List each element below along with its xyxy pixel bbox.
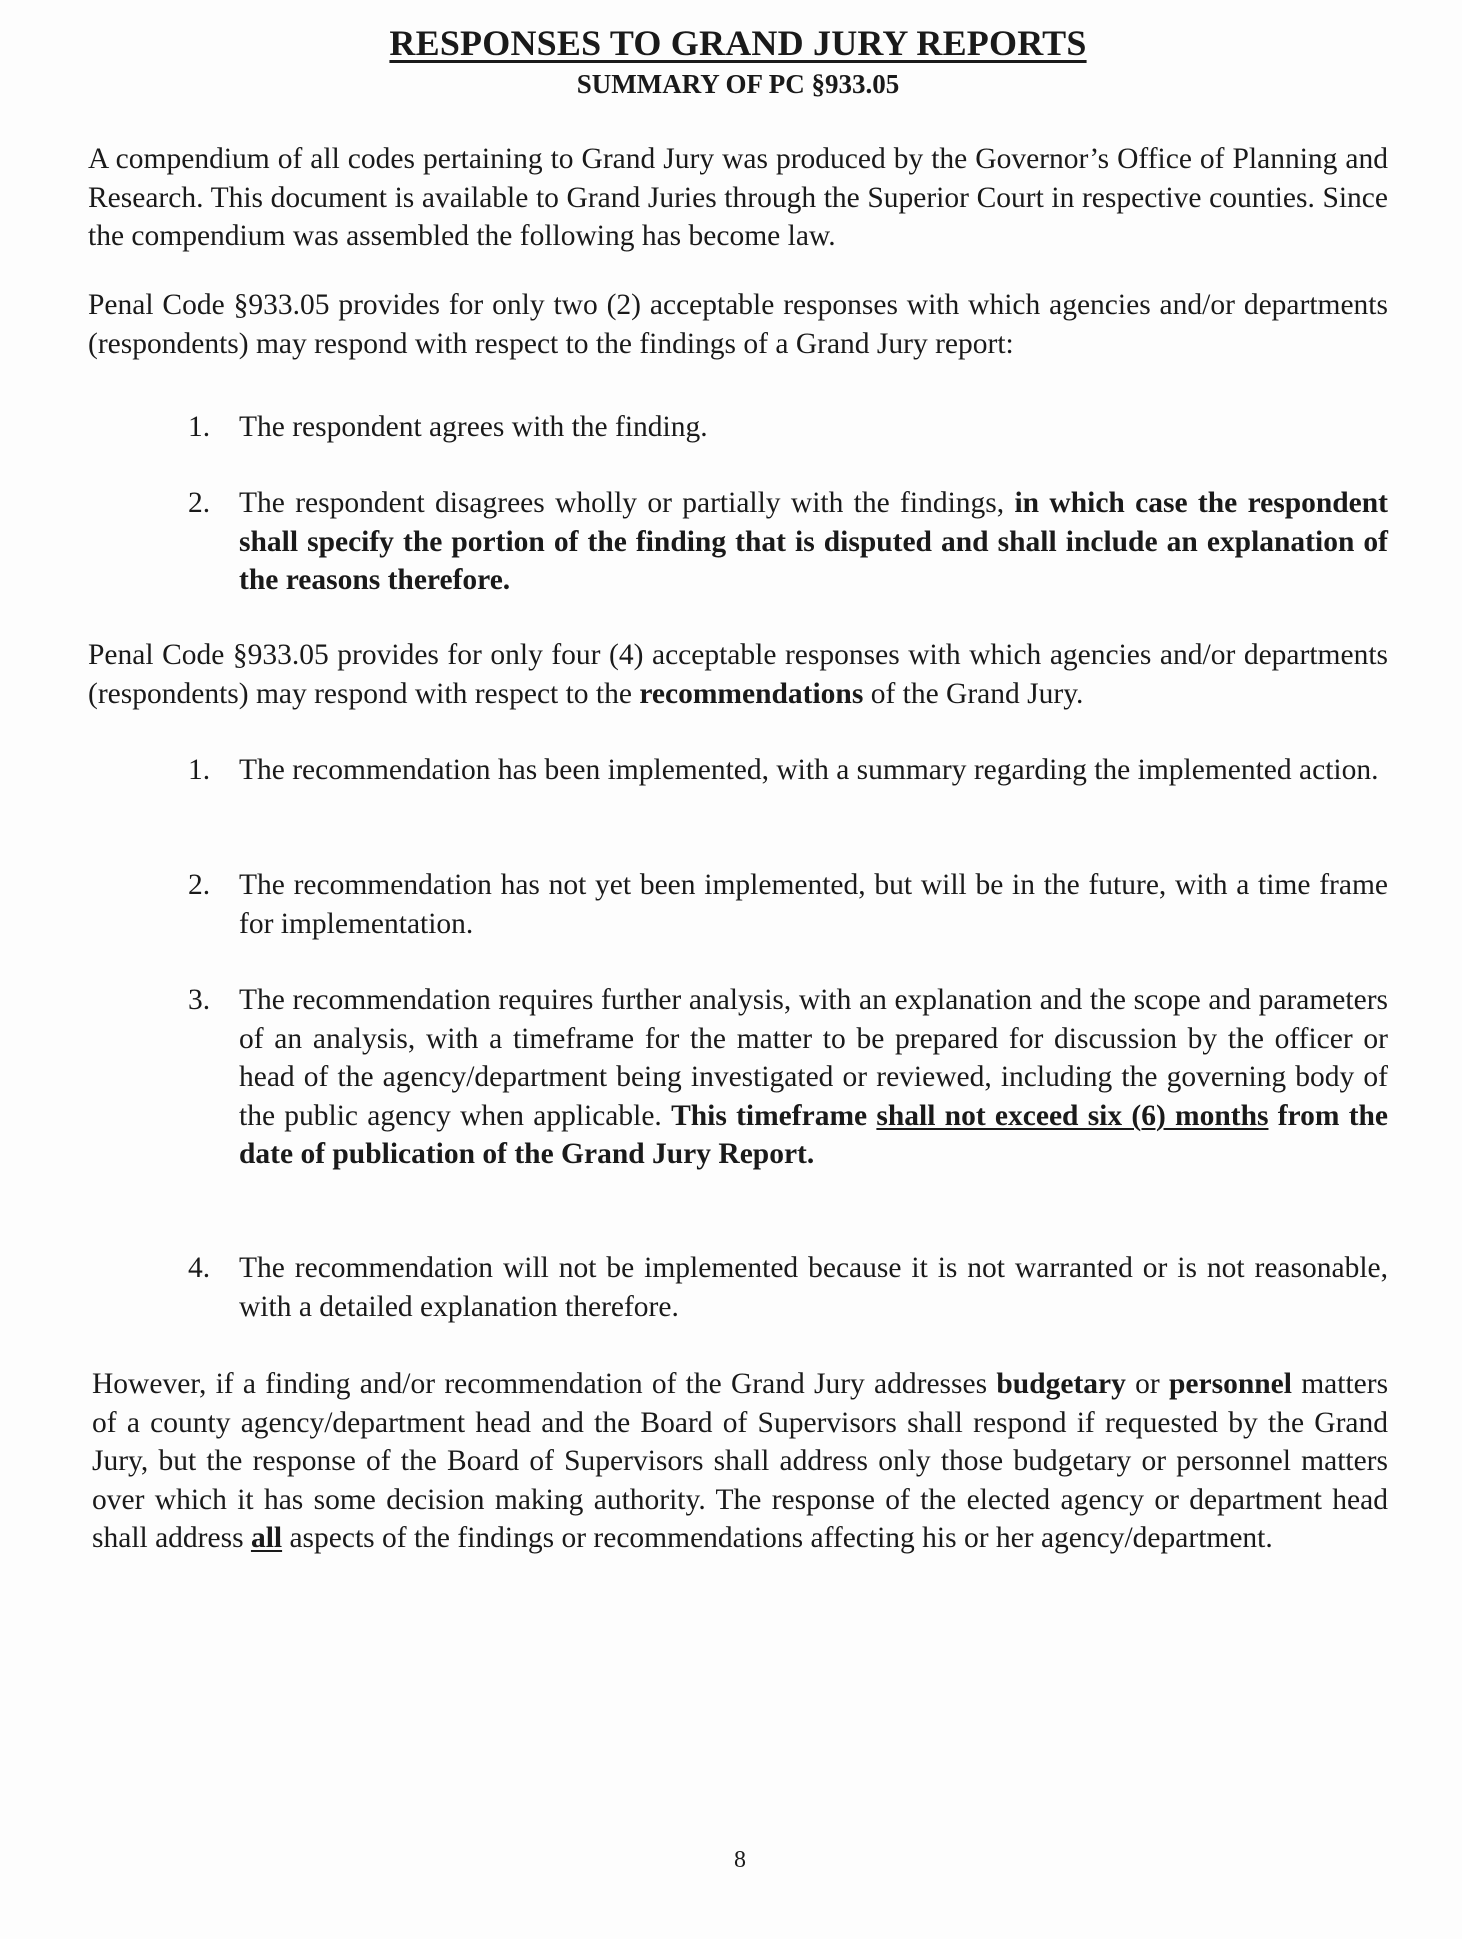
- closing-text-2: or: [1135, 1368, 1160, 1400]
- recommendation-item-text: The recommendation will not be implemented because it is not warranted or is not reasonable, with a detailed explanation therefore.: [239, 1252, 1388, 1323]
- page-subtitle: SUMMARY OF PC §933.05: [576, 69, 900, 99]
- page-title: RESPONSES TO GRAND JURY REPORTS: [389, 23, 1087, 63]
- recommendation-item-2: [188, 866, 1388, 943]
- closing-bold-budgetary: budgetary: [996, 1368, 1126, 1400]
- recommendation-item-1: [188, 751, 1388, 790]
- recommendation-item-3: [188, 981, 1388, 1174]
- recommendation-item-4: [188, 1249, 1388, 1326]
- recommendations-lead-paragraph: [88, 636, 1388, 713]
- closing-text-3: matters of a county agency/department head and the Board of Supervisors shall respond if requested by the Grand Jury, but the response of the Board of Supervisors shall address only those budgetary or personnel matters over which it has some decision making authority. The response of the elected agency or department head shall address: [92, 1368, 1389, 1554]
- recommendation-item-number: 3.: [188, 984, 211, 1016]
- finding-item-1: [188, 408, 1388, 447]
- finding-item-number: 2.: [188, 487, 211, 519]
- recommendation-item-number: 2.: [188, 869, 211, 901]
- finding-item-2: [188, 484, 1388, 600]
- findings-lead-paragraph: [88, 286, 1388, 363]
- findings-lead-text: Penal Code §933.05 provides for only two (2) acceptable responses with which agencies and/or departments (respondents) may respond with respect to the findings of a Grand Jury report:: [88, 289, 1388, 360]
- finding-item-number: 1.: [188, 411, 211, 443]
- recommendations-lead-text: Penal Code §933.05 provides for only four (4) acceptable responses with which agencies and/or departments (respondents) may respond with respect to the: [88, 639, 1388, 710]
- recommendation-item-bold-after-text: from the date of publication of the Grand Jury Report.: [239, 1099, 1389, 1170]
- closing-bold-underlined-all: all: [250, 1522, 283, 1554]
- closing-bold-personnel: personnel: [1169, 1368, 1292, 1400]
- page-number: 8: [734, 1847, 746, 1873]
- recommendation-item-bold-underlined-text: shall not exceed six (6) months: [876, 1099, 1269, 1132]
- recommendation-item-body: [239, 981, 1388, 1174]
- recommendations-lead-bold: recommendations: [639, 677, 864, 710]
- recommendation-item-number: 1.: [188, 754, 211, 786]
- intro-text: A compendium of all codes pertaining to Grand Jury was produced by the Governor’s Office of Planning and Research. This document is available to Grand Juries through the Superior Court in respective counties. Since the compendium was assembled the following has become law.: [88, 143, 1388, 252]
- finding-item-body: [239, 484, 1388, 600]
- closing-paragraph: [92, 1365, 1388, 1558]
- finding-item-text: The respondent disagrees wholly or partially with the findings,: [239, 487, 1005, 519]
- recommendation-item-bold-text: This timeframe: [671, 1099, 868, 1132]
- recommendations-lead-after: of the Grand Jury.: [870, 677, 1084, 710]
- closing-text-1: However, if a finding and/or recommendation of the Grand Jury addresses: [92, 1368, 988, 1400]
- recommendation-item-number: 4.: [188, 1252, 211, 1284]
- recommendation-item-text: The recommendation has not yet been implemented, but will be in the future, with a time frame for implementation.: [239, 869, 1388, 940]
- finding-item-text: The respondent agrees with the finding.: [239, 411, 708, 443]
- intro-paragraph: [88, 140, 1388, 256]
- recommendation-item-text: The recommendation requires further analysis, with an explanation and the scope and parameters of an analysis, with a timeframe for the matter to be prepared for discussion by the officer or head of the agency/department being investigated or reviewed, including the governing body of the public agency when applicable.: [239, 984, 1388, 1132]
- closing-text-4: aspects of the findings or recommendations affecting his or her agency/department.: [289, 1522, 1273, 1554]
- finding-item-bold-text: in which case the respondent shall specify the portion of the finding that is disputed and shall include an explanation of the reasons therefore.: [239, 487, 1388, 596]
- recommendation-item-text: The recommendation has been implemented, with a summary regarding the implemented action.: [239, 754, 1379, 786]
